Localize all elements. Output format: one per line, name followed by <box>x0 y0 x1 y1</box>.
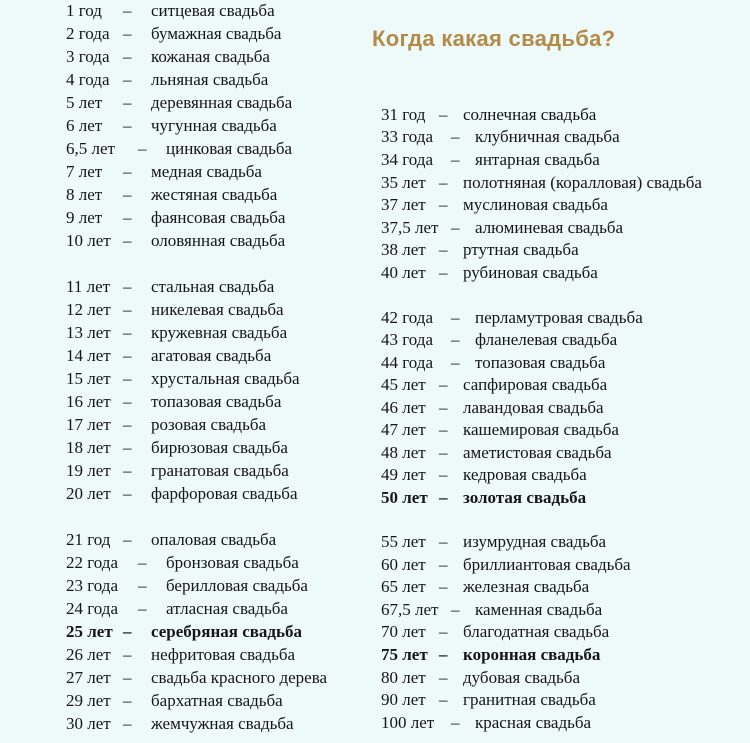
dash-separator: – <box>123 70 132 89</box>
right-anniversary-row <box>381 397 604 419</box>
dash-separator: – <box>439 577 448 596</box>
anniversary-years: 13 лет <box>66 323 111 342</box>
anniversary-years: 2 года <box>66 24 110 43</box>
left-anniversary-row <box>66 46 270 68</box>
right-anniversary-row <box>381 374 607 396</box>
right-anniversary-row <box>381 307 643 329</box>
dash-separator: – <box>123 645 132 664</box>
dash-separator: – <box>451 353 460 372</box>
anniversary-name: хрустальная свадьба <box>151 369 300 388</box>
right-anniversary-row <box>381 576 589 598</box>
left-anniversary-row <box>66 552 299 574</box>
anniversary-years: 37 лет <box>381 195 426 214</box>
left-anniversary-row <box>66 23 281 45</box>
left-anniversary-row <box>66 621 302 643</box>
anniversary-years: 3 года <box>66 47 110 66</box>
dash-separator: – <box>451 330 460 349</box>
anniversary-years: 67,5 лет <box>381 600 439 619</box>
dash-separator: – <box>123 668 132 687</box>
left-anniversary-row <box>66 276 274 298</box>
anniversary-name: рубиновая свадьба <box>463 263 598 282</box>
dash-separator: – <box>123 369 132 388</box>
anniversary-years: 24 года <box>66 599 119 618</box>
right-anniversary-row <box>381 712 591 734</box>
anniversary-years: 46 лет <box>381 398 426 417</box>
anniversary-years: 44 года <box>381 353 434 372</box>
dash-separator: – <box>439 465 448 484</box>
dash-separator: – <box>123 714 132 733</box>
dash-separator: – <box>123 185 132 204</box>
anniversary-years: 20 лет <box>66 484 111 503</box>
right-anniversary-row <box>381 442 612 464</box>
anniversary-years: 40 лет <box>381 263 426 282</box>
anniversary-name: бриллиантовая свадьба <box>463 555 631 574</box>
anniversary-name: берилловая свадьба <box>166 576 308 595</box>
dash-separator: – <box>451 600 460 619</box>
dash-separator: – <box>123 484 132 503</box>
dash-separator: – <box>138 576 147 595</box>
dash-separator: – <box>451 713 460 732</box>
anniversary-name: аметистовая свадьба <box>463 443 612 462</box>
left-anniversary-row <box>66 437 288 459</box>
anniversary-years: 50 лет <box>381 488 428 507</box>
left-anniversary-row <box>66 529 276 551</box>
right-anniversary-row <box>381 194 608 216</box>
anniversary-years: 29 лет <box>66 691 111 710</box>
right-anniversary-row <box>381 599 602 621</box>
dash-separator: – <box>451 127 460 146</box>
dash-separator: – <box>439 263 448 282</box>
left-anniversary-row <box>66 138 292 160</box>
dash-separator: – <box>439 375 448 394</box>
anniversary-years: 6 лет <box>66 116 103 135</box>
anniversary-years: 75 лет <box>381 645 428 664</box>
dash-separator: – <box>439 195 448 214</box>
left-anniversary-row <box>66 391 281 413</box>
dash-separator: – <box>439 532 448 551</box>
anniversary-name: благодатная свадьба <box>463 622 610 641</box>
anniversary-years: 30 лет <box>66 714 111 733</box>
dash-separator: – <box>123 415 132 434</box>
anniversary-name: гранитная свадьба <box>463 690 596 709</box>
anniversary-years: 80 лет <box>381 668 426 687</box>
anniversary-years: 6,5 лет <box>66 139 115 158</box>
anniversary-name: солнечная свадьба <box>463 105 597 124</box>
anniversary-name: бумажная свадьба <box>151 24 282 43</box>
anniversary-years: 18 лет <box>66 438 111 457</box>
anniversary-years: 5 лет <box>66 93 103 112</box>
left-anniversary-row <box>66 368 300 390</box>
dash-separator: – <box>123 438 132 457</box>
left-anniversary-row <box>66 161 262 183</box>
anniversary-years: 38 лет <box>381 240 426 259</box>
dash-separator: – <box>123 323 132 342</box>
anniversary-name: ситцевая свадьба <box>151 1 275 20</box>
dash-separator: – <box>138 139 147 158</box>
anniversary-name: муслиновая свадьба <box>463 195 608 214</box>
anniversary-name: никелевая свадьба <box>151 300 284 319</box>
anniversary-name: железная свадьба <box>463 577 590 596</box>
right-anniversary-row <box>381 644 600 666</box>
right-anniversary-row <box>381 329 617 351</box>
dash-separator: – <box>439 690 448 709</box>
anniversary-name: фланелевая свадьба <box>475 330 618 349</box>
right-anniversary-row <box>381 689 596 711</box>
left-anniversary-row <box>66 184 277 206</box>
anniversary-name: льняная свадьба <box>151 70 269 89</box>
anniversary-name: клубничная свадьба <box>475 127 620 146</box>
dash-separator: – <box>138 599 147 618</box>
right-anniversary-row <box>381 667 580 689</box>
dash-separator: – <box>123 93 132 112</box>
left-anniversary-row <box>66 0 275 22</box>
dash-separator: – <box>451 218 460 237</box>
dash-separator: – <box>123 116 132 135</box>
anniversary-name: изумрудная свадьба <box>463 532 607 551</box>
anniversary-years: 49 лет <box>381 465 426 484</box>
dash-separator: – <box>138 553 147 572</box>
anniversary-years: 14 лет <box>66 346 111 365</box>
anniversary-years: 31 год <box>381 105 426 124</box>
anniversary-name: гранатовая свадьба <box>151 461 289 480</box>
dash-separator: – <box>123 691 132 710</box>
right-anniversary-row <box>381 104 596 126</box>
right-anniversary-row <box>381 239 579 261</box>
anniversary-years: 8 лет <box>66 185 103 204</box>
anniversary-years: 42 года <box>381 308 434 327</box>
dash-separator: – <box>439 555 448 574</box>
right-anniversary-row <box>381 262 598 284</box>
right-anniversary-row <box>381 419 619 441</box>
anniversary-name: кедровая свадьба <box>463 465 587 484</box>
anniversary-years: 55 лет <box>381 532 426 551</box>
anniversary-name: коронная свадьба <box>463 645 601 664</box>
dash-separator: – <box>439 488 448 507</box>
anniversary-name: нефритовая свадьба <box>151 645 296 664</box>
anniversary-years: 48 лет <box>381 443 426 462</box>
left-anniversary-row <box>66 345 271 367</box>
anniversary-name: красная свадьба <box>475 713 592 732</box>
anniversary-name: агатовая свадьба <box>151 346 272 365</box>
left-anniversary-row <box>66 414 266 436</box>
anniversary-name: каменная свадьба <box>475 600 603 619</box>
anniversary-years: 17 лет <box>66 415 111 434</box>
anniversary-name: дубовая свадьба <box>463 668 580 687</box>
left-anniversary-row <box>66 598 288 620</box>
anniversary-years: 11 лет <box>66 277 111 296</box>
anniversary-years: 21 год <box>66 530 111 549</box>
dash-separator: – <box>123 231 132 250</box>
anniversary-name: янтарная свадьба <box>475 150 600 169</box>
anniversary-name: стальная свадьба <box>151 277 275 296</box>
dash-separator: – <box>123 461 132 480</box>
right-anniversary-row <box>381 172 702 194</box>
anniversary-years: 60 лет <box>381 555 426 574</box>
left-anniversary-row <box>66 690 283 712</box>
right-anniversary-row <box>381 217 623 239</box>
anniversary-years: 45 лет <box>381 375 426 394</box>
left-anniversary-row <box>66 230 285 252</box>
anniversary-years: 25 лет <box>66 622 113 641</box>
anniversary-years: 22 года <box>66 553 119 572</box>
dash-separator: – <box>123 622 132 641</box>
left-anniversary-row <box>66 299 284 321</box>
anniversary-name: жестяная свадьба <box>151 185 278 204</box>
dash-separator: – <box>123 277 132 296</box>
left-anniversary-row <box>66 207 285 229</box>
anniversary-name: перламутровая свадьба <box>475 308 643 327</box>
anniversary-years: 10 лет <box>66 231 111 250</box>
right-anniversary-row <box>381 621 609 643</box>
anniversary-years: 33 года <box>381 127 434 146</box>
dash-separator: – <box>123 162 132 181</box>
dash-separator: – <box>123 530 132 549</box>
anniversary-name: алюминевая свадьба <box>475 218 624 237</box>
left-anniversary-row <box>66 460 289 482</box>
anniversary-years: 90 лет <box>381 690 426 709</box>
anniversary-years: 4 года <box>66 70 110 89</box>
dash-separator: – <box>123 346 132 365</box>
anniversary-name: чугунная свадьба <box>151 116 277 135</box>
anniversary-name: фаянсовая свадьба <box>151 208 286 227</box>
anniversary-name: сапфировая свадьба <box>463 375 608 394</box>
page-title: Когда какая свадьба? <box>372 26 616 51</box>
anniversary-name: лавандовая свадьба <box>463 398 604 417</box>
dash-separator: – <box>123 208 132 227</box>
left-anniversary-row <box>66 115 277 137</box>
dash-separator: – <box>439 105 448 124</box>
anniversary-name: свадьба красного дерева <box>151 668 328 687</box>
right-anniversary-row <box>381 126 620 148</box>
dash-separator: – <box>439 398 448 417</box>
right-anniversary-row <box>381 352 605 374</box>
anniversary-years: 35 лет <box>381 173 426 192</box>
dash-separator: – <box>123 24 132 43</box>
dash-separator: – <box>123 392 132 411</box>
anniversary-name: топазовая свадьба <box>151 392 282 411</box>
left-anniversary-row <box>66 667 327 689</box>
anniversary-years: 34 года <box>381 150 434 169</box>
anniversary-years: 9 лет <box>66 208 103 227</box>
anniversary-years: 15 лет <box>66 369 111 388</box>
dash-separator: – <box>439 173 448 192</box>
right-anniversary-row <box>381 531 606 553</box>
anniversary-years: 37,5 лет <box>381 218 439 237</box>
dash-separator: – <box>123 47 132 66</box>
dash-separator: – <box>439 645 448 664</box>
anniversary-years: 23 года <box>66 576 119 595</box>
anniversary-years: 1 год <box>66 1 102 20</box>
dash-separator: – <box>451 308 460 327</box>
anniversary-name: атласная свадьба <box>166 599 288 618</box>
anniversary-name: фарфоровая свадьба <box>151 484 298 503</box>
anniversary-years: 65 лет <box>381 577 426 596</box>
dash-separator: – <box>123 300 132 319</box>
anniversary-name: серебряная свадьба <box>151 622 303 641</box>
anniversary-years: 12 лет <box>66 300 111 319</box>
anniversary-years: 19 лет <box>66 461 111 480</box>
dash-separator: – <box>439 420 448 439</box>
dash-separator: – <box>123 1 132 20</box>
right-anniversary-row <box>381 149 600 171</box>
anniversary-name: бронзовая свадьба <box>166 553 299 572</box>
left-anniversary-row <box>66 644 295 666</box>
anniversary-name: кашемировая свадьба <box>463 420 619 439</box>
left-anniversary-row <box>66 322 287 344</box>
dash-separator: – <box>439 668 448 687</box>
anniversary-name: ртутная свадьба <box>463 240 579 259</box>
left-anniversary-row <box>66 92 292 114</box>
anniversary-name: полотняная (коралловая) свадьба <box>463 173 702 192</box>
anniversary-years: 16 лет <box>66 392 111 411</box>
right-anniversary-row <box>381 464 587 486</box>
left-anniversary-row <box>66 483 297 505</box>
dash-separator: – <box>439 622 448 641</box>
left-anniversary-row <box>66 575 308 597</box>
anniversary-years: 7 лет <box>66 162 103 181</box>
anniversary-name: кожаная свадьба <box>151 47 270 66</box>
anniversary-years: 26 лет <box>66 645 111 664</box>
anniversary-name: розовая свадьба <box>151 415 267 434</box>
dash-separator: – <box>439 240 448 259</box>
anniversary-years: 27 лет <box>66 668 111 687</box>
anniversary-name: золотая свадьба <box>463 488 587 507</box>
dash-separator: – <box>451 150 460 169</box>
anniversary-name: деревянная свадьба <box>151 93 293 112</box>
right-anniversary-row <box>381 554 631 576</box>
anniversary-years: 70 лет <box>381 622 426 641</box>
anniversary-name: опаловая свадьба <box>151 530 277 549</box>
anniversary-name: бирюзовая свадьба <box>151 438 288 457</box>
anniversary-name: медная свадьба <box>151 162 262 181</box>
left-anniversary-row <box>66 713 294 735</box>
anniversary-name: топазовая свадьба <box>475 353 606 372</box>
anniversary-years: 100 лет <box>381 713 435 732</box>
left-anniversary-row <box>66 69 268 91</box>
dash-separator: – <box>439 443 448 462</box>
anniversary-years: 43 года <box>381 330 434 349</box>
anniversary-name: бархатная свадьба <box>151 691 283 710</box>
anniversary-name: оловянная свадьба <box>151 231 286 250</box>
anniversary-name: цинковая свадьба <box>166 139 293 158</box>
anniversary-name: кружевная свадьба <box>151 323 288 342</box>
anniversary-name: жемчужная свадьба <box>151 714 294 733</box>
anniversary-years: 47 лет <box>381 420 426 439</box>
right-anniversary-row <box>381 487 586 509</box>
